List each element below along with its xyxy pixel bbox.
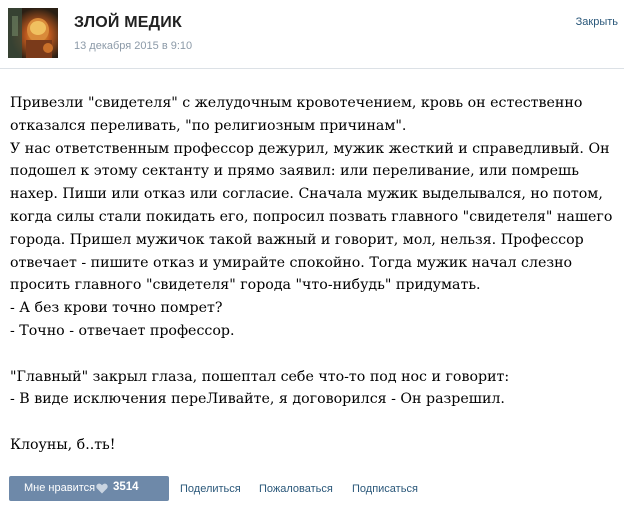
post-paragraph: - В виде исключения переЛивайте, я договорился - Он разрешил.: [10, 391, 505, 408]
paragraph-gap: [10, 343, 618, 366]
post-paragraph: - А без крови точно помрет?: [10, 300, 223, 317]
post-paragraph: У нас ответственным профессор дежурил, мужик жесткий и справедливый. Он подошел к этому сектанту и прямо заявил: или переливание, или помрешь нахер. Пиши или отказ или согласие. Сначала мужик выделывался, но потом, когда силы стали покидать его, попросил позвать главного "свидетеля" нашего города. Пришел мужичок такой важный и говорит, мол, нельзя. Профессор отвечает - пишите отказ и умирайте спокойно. Тогда мужик начал слезно просить главного "свидетеля" города "что-нибудь" придумать.: [10, 140, 613, 294]
post-date[interactable]: 13 декабря 2015 в 9:10: [74, 40, 193, 52]
group-avatar[interactable]: [8, 8, 58, 58]
like-label: Мне нравится: [24, 482, 96, 494]
post-actions: [9, 476, 615, 502]
paragraph-gap: [10, 411, 618, 434]
heart-icon: [96, 483, 108, 494]
post-paragraph: Привезли "свидетеля" с желудочным кровотечением, кровь он естественно отказался переливать, "по религиозным причинам".: [10, 95, 583, 134]
close-button[interactable]: Закрыть: [575, 16, 618, 28]
post-header: [0, 0, 624, 69]
subscribe-link[interactable]: Подписаться: [352, 483, 418, 495]
post-text: [10, 92, 618, 457]
like-button[interactable]: [9, 476, 169, 501]
report-link[interactable]: Пожаловаться: [259, 483, 333, 495]
post-paragraph: "Главный" закрыл глаза, пошептал себе что-то под нос и говорит:: [10, 368, 510, 385]
post-author[interactable]: ЗЛОЙ МЕДИК: [74, 14, 182, 31]
avatar-image: [8, 8, 58, 58]
post-paragraph: Клоуны, б..ть!: [10, 436, 116, 453]
post-paragraph: - Точно - отвечает профессор.: [10, 322, 235, 339]
share-link[interactable]: Поделиться: [180, 483, 241, 495]
like-count: 3514: [113, 481, 139, 493]
